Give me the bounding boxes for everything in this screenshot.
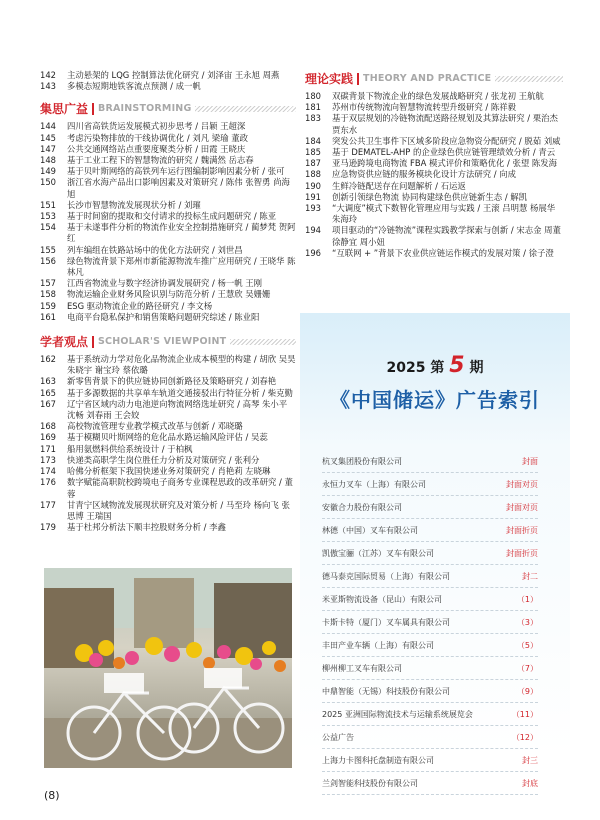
ad-company: 卡斯卡特（厦门）叉车属具有限公司 (322, 617, 450, 627)
ad-index-row (322, 588, 538, 611)
ad-page: （12） (511, 732, 538, 742)
right-column (305, 70, 563, 259)
toc-entry (40, 376, 296, 387)
ad-page: 封面折页 (506, 525, 538, 535)
issue-line (300, 353, 570, 378)
section-rule (195, 106, 296, 112)
photo-illustration (44, 568, 292, 768)
toc-entry-title: 基于贝叶斯网络的高铁列车运行图编制影响因素分析 / 张可 (67, 166, 285, 177)
toc-entry-page: 177 (40, 499, 56, 510)
ad-index-title: 《中国储运》广告索引 (330, 388, 540, 412)
toc-entry-page: 181 (305, 102, 321, 113)
toc-entry-title: 浙江省水海产品出口影响因素及对策研究 / 陈伟 张智勇 尚海旭 (67, 177, 290, 199)
section-rule (495, 76, 563, 82)
toc-entry-page: 150 (40, 177, 56, 188)
toc-entry-page: 184 (305, 135, 321, 146)
section-header-brainstorming (40, 100, 296, 117)
ad-company: 杭叉集团股份有限公司 (322, 456, 402, 466)
ad-company: 上海力卡图科托盘制造有限公司 (322, 755, 434, 765)
toc-entry (40, 354, 296, 376)
ad-index-row (322, 565, 538, 588)
ad-page: 封面对页 (506, 502, 538, 512)
toc-entry-title: 哈佛分析框架下我国快递业务对策研究 / 肖艳莉 左晓琳 (67, 466, 271, 477)
toc-entry (40, 278, 296, 289)
toc-entry-title: 四川省高铁货运发展模式初步思考 / 吕颖 王超深 (67, 121, 246, 132)
section-divider (357, 73, 359, 85)
toc-entry (40, 444, 296, 455)
ad-page: 封面 (522, 456, 538, 466)
section-header-theory (305, 70, 563, 87)
toc-entry (40, 155, 296, 166)
toc-entry (40, 144, 296, 155)
ad-company: 柳州柳工叉车有限公司 (322, 663, 402, 673)
toc-entry-page: 191 (305, 191, 321, 202)
toc-entry (40, 133, 296, 144)
toc-entry-title: 基于 DEMATEL-AHP 的企业绿色供应链管理绩效分析 / 青云 (332, 147, 556, 158)
toc-entry-title: 基于工业工程下的智慧物流的研究 / 魏满然 岳志春 (67, 155, 254, 166)
ad-company: 中鼎智能（无锡）科技股份有限公司 (322, 686, 450, 696)
section-title-zh: 理论实践 (305, 72, 354, 86)
ad-page: （7） (516, 663, 538, 673)
ad-index-row (322, 657, 538, 680)
issue-number: 5 (449, 353, 465, 378)
toc-entry (305, 181, 563, 192)
toc-entry-page: 168 (40, 421, 56, 432)
issue-di: 第 (430, 360, 445, 376)
toc-entry-page: 180 (305, 91, 321, 101)
toc-entry-page: 144 (40, 121, 56, 132)
toc-entry-page: 154 (40, 222, 56, 233)
toc-entry (40, 289, 296, 300)
toc-entry-title: 基于未遂事件分析的物流作业安全控制措施研究 / 蔺梦梵 贺阿红 (67, 222, 296, 244)
ad-company: 2025 亚洲国际物流技术与运输系统展览会 (322, 709, 473, 719)
toc-entry (305, 102, 563, 113)
toc-entry (40, 421, 296, 432)
toc-entry-page: 149 (40, 166, 56, 177)
ad-company: 德马泰克国际贸易（上海）有限公司 (322, 571, 450, 581)
toc-entry-page: 153 (40, 211, 56, 222)
toc-entry (40, 211, 296, 222)
toc-entry-title: 突发公共卫生事件下区域多阶段应急物资分配研究 / 脱茹 刘威 (332, 135, 561, 146)
ad-index-header (300, 353, 570, 413)
toc-entry-title: 创新引领绿色物流 协同构建绿色供应链新生态 / 解凯 (332, 191, 528, 202)
ad-index-row (322, 726, 538, 749)
toc-entry-title: 公共交通网络站点重要度聚类分析 / 田霞 王晓庆 (67, 143, 246, 154)
toc-entry-page: 187 (305, 158, 321, 169)
toc-entry-page: 148 (40, 155, 56, 166)
toc-entry-page: 196 (305, 247, 321, 258)
ad-page: （1） (516, 594, 538, 604)
toc-entry-page: 185 (305, 147, 321, 158)
toc-entry-page: 155 (40, 244, 56, 255)
toc-entry (305, 91, 563, 102)
ad-company: 林德（中国）叉车有限公司 (322, 525, 418, 535)
toc-entry (40, 245, 296, 256)
ad-page: 封面折页 (506, 548, 538, 558)
toc-entry-page: 179 (40, 522, 56, 533)
toc-entry-title: 高校物流管理专业教学模式改革与创新 / 邓晓璐 (67, 421, 243, 432)
ad-page: （5） (516, 640, 538, 650)
toc-entry-title: 亚马逊跨境电商物流 FBA 模式评价和策略优化 / 张望 陈发海 (332, 158, 558, 169)
ad-page: 封面对页 (506, 479, 538, 489)
toc-list-scholar (40, 354, 296, 533)
toc-list-theory (305, 91, 563, 259)
section-divider (92, 336, 94, 348)
ad-company: 米亚斯物流设备（昆山）有限公司 (322, 594, 442, 604)
toc-entry-title: 数字赋能高职院校跨境电子商务专业课程思政的改革研究 / 董蓉 (67, 477, 293, 499)
section-header-scholar (40, 333, 296, 350)
toc-entry (40, 81, 296, 92)
toc-entry-page: 163 (40, 376, 56, 387)
toc-entry-title: 基于模糊贝叶斯网络的危化品水路运输风险评估 / 吴蕊 (67, 432, 268, 443)
toc-entry (305, 147, 563, 158)
ad-company: 兰剑智能科技股份有限公司 (322, 778, 418, 788)
toc-entry-title: ESG 驱动物流企业的路径研究 / 李文杨 (67, 300, 213, 311)
toc-entry (40, 500, 296, 522)
toc-entry (40, 166, 296, 177)
toc-entry-title: 考虑污染物排放的干线协调优化 / 刘凡 梁瑜 董政 (67, 132, 248, 143)
toc-entry-page: 174 (40, 466, 56, 477)
toc-entry-page: 143 (40, 81, 56, 92)
section-title-en: BRAINSTORMING (98, 103, 192, 115)
toc-entry (40, 200, 296, 211)
toc-entry-title: 快递类高职学生岗位胜任力分析及对策研究 / 张利分 (67, 454, 260, 465)
toc-entry-title: “互联网 + ”背景下农业供应链运作模式的发展对策 / 徐子澄 (332, 247, 554, 258)
toc-entry (40, 312, 296, 323)
toc-entry (40, 222, 296, 244)
toc-entry-page: 162 (40, 354, 56, 365)
toc-entry-title: 基于时间窗的提取和交付请求的投标生成问题研究 / 陈亚 (67, 211, 277, 222)
issue-year: 2025 (386, 360, 426, 376)
toc-entry (40, 477, 296, 499)
toc-entry (40, 432, 296, 443)
toc-top-entries (40, 70, 296, 92)
toc-entry-title: 江西省物流业与数字经济协调发展研究 / 杨一帆 王刚 (67, 278, 263, 289)
bicycles-flowers-photo (44, 568, 292, 768)
ad-index-row (322, 680, 538, 703)
toc-entry-page: 161 (40, 311, 56, 322)
toc-entry-page: 145 (40, 132, 56, 143)
ad-company: 安徽合力股份有限公司 (322, 502, 402, 512)
ad-page: 封三 (522, 755, 538, 765)
toc-entry (40, 388, 296, 399)
ad-index-row (322, 473, 538, 496)
toc-entry-title: 船用氨燃料供给系统设计 / 于柏枫 (67, 443, 193, 454)
toc-entry-page: 176 (40, 477, 56, 488)
section-divider (92, 103, 94, 115)
toc-entry (305, 192, 563, 203)
toc-entry (40, 522, 296, 533)
left-column (40, 70, 296, 533)
toc-entry (40, 256, 296, 278)
section-title-zh: 学者观点 (40, 335, 89, 350)
toc-entry (40, 466, 296, 477)
issue-qi: 期 (469, 360, 484, 376)
toc-entry-page: 169 (40, 432, 56, 443)
toc-entry-page: 158 (40, 289, 56, 300)
ad-index-row (322, 519, 538, 542)
section-title-zh: 集思广益 (40, 102, 89, 117)
toc-entry-page: 159 (40, 300, 56, 311)
toc-entry-title: 项目驱动的“冷链物流”课程实践教学探索与创新 / 宋志金 周董 徐静宜 周小妞 (332, 225, 561, 247)
ad-company: 凯傲宝骊（江苏）叉车有限公司 (322, 548, 434, 558)
page-number: (8) (44, 789, 60, 802)
toc-entry (305, 169, 563, 180)
toc-entry-page: 147 (40, 143, 56, 154)
toc-entry-page: 151 (40, 199, 56, 210)
toc-entry (305, 248, 563, 259)
toc-entry (40, 70, 296, 81)
toc-entry-title: 甘青宁区域物流发展现状研究及对策分析 / 马至玲 杨向飞 张思博 王瑞国 (67, 499, 290, 521)
ad-index-row (322, 772, 538, 795)
toc-list-brainstorming (40, 121, 296, 323)
toc-entry-page: 167 (40, 398, 56, 409)
toc-entry-page: 190 (305, 180, 321, 191)
toc-entry (305, 225, 563, 247)
toc-entry-title: “大调度”模式下数智化管理应用与实践 / 王滚 吕明慧 杨展华 朱海玲 (332, 203, 556, 225)
ad-index-panel (300, 313, 570, 788)
toc-entry (305, 113, 563, 135)
ad-company: 公益广告 (322, 732, 354, 742)
toc-entry-title: 新零售背景下的供应链协同创新路径及策略研究 / 刘春艳 (67, 376, 277, 387)
toc-entry-page: 193 (305, 203, 321, 214)
ad-index-row (322, 634, 538, 657)
toc-entry-page: 142 (40, 70, 56, 80)
toc-entry-page: 165 (40, 387, 56, 398)
toc-entry (40, 455, 296, 466)
toc-entry-page: 173 (40, 454, 56, 465)
ad-page: （11） (511, 709, 538, 719)
toc-entry-title: 列车编组在铁路站场中的优化方法研究 / 刘世昌 (67, 244, 243, 255)
toc-entry-title: 主动悬架的 LQG 控制算法优化研究 / 刘泽宙 王永旭 周燕 (67, 70, 280, 80)
ad-page: （3） (516, 617, 538, 627)
ad-page: 封底 (522, 778, 538, 788)
toc-entry (305, 136, 563, 147)
toc-entry-title: 电商平台隐私保护和销售策略问题研究综述 / 陈业阳 (67, 311, 260, 322)
section-rule (230, 339, 296, 345)
toc-entry-title: 基于多源数据的共享单车轨道交通接驳出行特征分析 / 柴克勤 (67, 387, 293, 398)
toc-entry-page: 156 (40, 255, 56, 266)
toc-entry-title: 绿色物流背景下郑州市新能源物流车推广应用研究 / 王晓华 陈林凡 (67, 255, 296, 278)
toc-entry-title: 辽宁省区域内动力电池逆向物流网络选址研究 / 高琴 朱小平 沈畅 刘春雨 王会姣 (67, 398, 288, 421)
ad-index-row (322, 450, 538, 473)
ad-index-list (322, 450, 538, 795)
ad-company: 永恒力叉车（上海）有限公司 (322, 479, 426, 489)
toc-entry-title: 基于双层规划的冷链物流配送路径规划及其算法研究 / 栗治杰 贾东水 (332, 113, 558, 135)
toc-entry-title: 苏州市传统物流向智慧物流转型升级研究 / 陈祥毅 (332, 102, 517, 113)
toc-entry-title: 物流运输企业财务风险识别与防范分析 / 王慧欣 吴姗姗 (67, 289, 271, 300)
toc-entry-page: 171 (40, 443, 56, 454)
toc-entry-page: 194 (305, 225, 321, 236)
toc-entry-page: 183 (305, 113, 321, 124)
ad-page: （9） (516, 686, 538, 696)
section-title-en: SCHOLAR'S VIEWPOINT (98, 336, 227, 348)
toc-entry-page: 157 (40, 278, 56, 289)
toc-entry (40, 301, 296, 312)
toc-entry-page: 188 (305, 169, 321, 180)
ad-index-row (322, 611, 538, 634)
toc-entry-title: 应急物资供应链的服务模块化设计方法研究 / 向成 (332, 169, 517, 180)
ad-index-row (322, 749, 538, 772)
toc-entry-title: 基于杜邦分析法下顺丰控股财务分析 / 李鑫 (67, 522, 226, 533)
section-title-en: THEORY AND PRACTICE (363, 73, 492, 84)
toc-entry-title: 双碳背景下物流企业的绿色发展战略研究 / 张龙初 王航航 (332, 91, 544, 101)
ad-company: 丰田产业车辆（上海）有限公司 (322, 640, 434, 650)
toc-entry-title: 生鲜冷链配送存在问题解析 / 石运返 (332, 180, 466, 191)
toc-entry (305, 158, 563, 169)
toc-entry (40, 121, 296, 132)
toc-entry (305, 203, 563, 225)
toc-entry-title: 多模态短期地铁客流点预测 / 成一帆 (67, 81, 201, 92)
toc-entry (40, 399, 296, 421)
toc-entry (40, 177, 296, 199)
ad-page: 封二 (522, 571, 538, 581)
toc-entry-title: 基于系统动力学对危化品物流企业成本模型的构建 / 胡欣 吴昊 朱晓宇 谢宝玲 蔡依璐 (67, 354, 296, 376)
toc-entry-title: 长沙市智慧物流发展现状分析 / 刘璀 (67, 199, 201, 210)
ad-index-row (322, 542, 538, 565)
ad-index-row (322, 496, 538, 519)
ad-index-row (322, 703, 538, 726)
